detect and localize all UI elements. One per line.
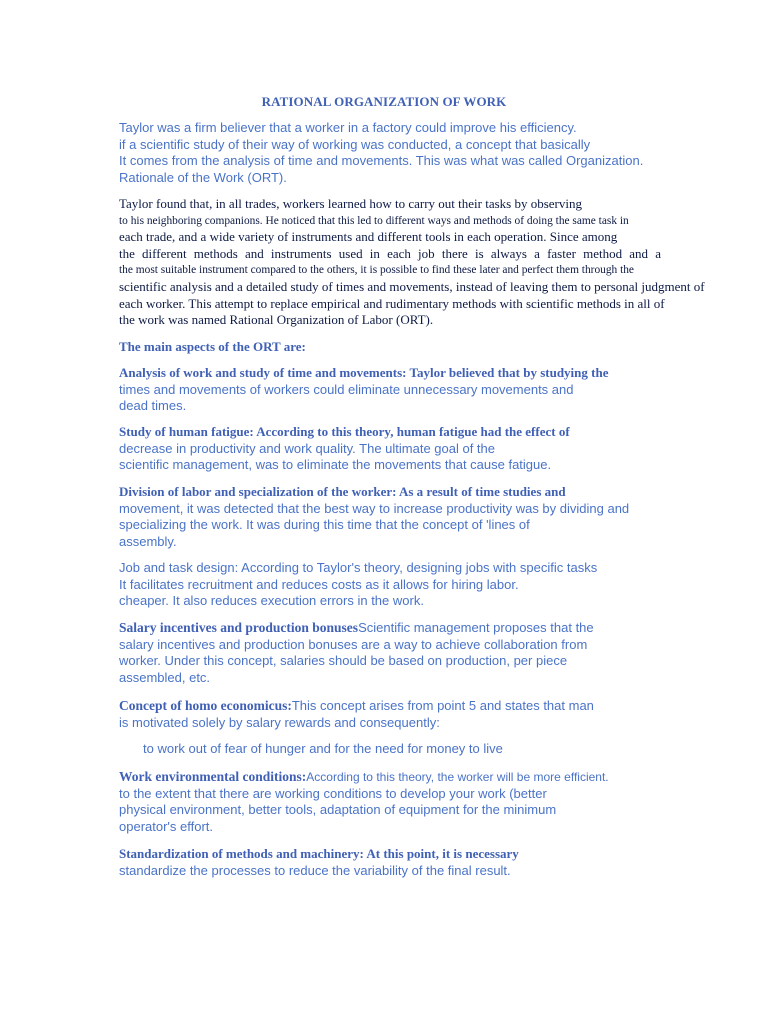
paragraph-line: the work was named Rational Organization of Labor (ORT). bbox=[119, 312, 434, 328]
section-heading-tail: According to this theory, the worker will be more efficient. bbox=[306, 770, 609, 784]
section-first-line bbox=[119, 698, 759, 715]
section-line: worker. Under this concept, salaries should be based on production, per piece bbox=[119, 653, 568, 669]
section-work-environment bbox=[119, 769, 759, 835]
section-line: decrease in productivity and work quality. The ultimate goal of the bbox=[119, 440, 496, 456]
paragraph-line: each trade, and a wide variety of instruments and different tools in each operation. Since among bbox=[119, 229, 618, 245]
section-line: assembly. bbox=[119, 533, 177, 549]
section-heading: Concept of homo economicus: bbox=[119, 698, 292, 713]
section-division-of-labor bbox=[119, 484, 759, 550]
section-heading-tail: This concept arises from point 5 and states that man bbox=[291, 698, 594, 713]
section-first-line bbox=[119, 769, 759, 786]
section-heading: Study of human fatigue: According to this theory, human fatigue had the effect of bbox=[119, 424, 570, 439]
section-line: movement, it was detected that the best way to increase productivity was by dividing and bbox=[119, 500, 630, 516]
section-job-design bbox=[119, 560, 759, 610]
section-line: dead times. bbox=[119, 398, 187, 414]
paragraph-line: scientific analysis and a detailed study of times and movements, instead of leaving them to personal judgment of bbox=[119, 278, 705, 294]
section-line: is motivated solely by salary rewards and consequently: bbox=[119, 714, 440, 730]
intro-paragraph bbox=[119, 120, 759, 186]
section-homo-economicus bbox=[119, 698, 759, 758]
paragraph-line: each worker. This attempt to replace empirical and rudimentary methods with scientific methods in all of bbox=[119, 295, 665, 311]
section-heading: Salary incentives and production bonuses bbox=[119, 620, 359, 635]
section-line: salary incentives and production bonuses are a way to achieve collaboration from bbox=[119, 636, 588, 652]
intro-line: Rationale of the Work (ORT). bbox=[119, 169, 287, 185]
section-line: standardize the processes to reduce the variability of the final result. bbox=[119, 862, 511, 878]
section-line: cheaper. It also reduces execution errors in the work. bbox=[119, 593, 424, 609]
section-line: to the extent that there are working conditions to develop your work (better bbox=[119, 785, 547, 801]
section-human-fatigue bbox=[119, 424, 759, 474]
section-line: physical environment, better tools, adaptation of equipment for the minimum bbox=[119, 802, 557, 818]
paragraph-line: the most suitable instrument compared to the others, it is possible to find these later and perfect them through the bbox=[119, 264, 634, 277]
section-line: assembled, etc. bbox=[119, 669, 211, 685]
section-line: scientific management, was to eliminate the movements that cause fatigue. bbox=[119, 457, 552, 473]
page-title: RATIONAL ORGANIZATION OF WORK bbox=[261, 94, 507, 109]
aspects-heading: The main aspects of the ORT are: bbox=[119, 339, 306, 354]
section-salary-incentives bbox=[119, 620, 759, 686]
section-line: times and movements of workers could eliminate unnecessary movements and bbox=[119, 381, 574, 397]
taylor-paragraph bbox=[119, 196, 759, 329]
section-heading: Standardization of methods and machinery: At this point, it is necessary bbox=[119, 846, 519, 861]
section-first-line bbox=[119, 620, 759, 637]
section-time-movements bbox=[119, 365, 759, 415]
section-heading-tail: Scientific management proposes that the bbox=[358, 620, 594, 635]
section-heading: Division of labor and specialization of the worker: As a result of time studies and bbox=[119, 484, 566, 499]
section-heading: Analysis of work and study of time and movements: Taylor believed that by studying the bbox=[119, 365, 609, 380]
section-heading: Work environmental conditions: bbox=[119, 769, 307, 784]
section-standardization bbox=[119, 846, 759, 879]
section-line: Job and task design: According to Taylor's theory, designing jobs with specific tasks bbox=[119, 560, 598, 575]
paragraph-line: Taylor found that, in all trades, workers learned how to carry out their tasks by observing bbox=[119, 196, 582, 211]
intro-line: if a scientific study of their way of working was conducted, a concept that basically bbox=[119, 136, 591, 152]
indented-line: to work out of fear of hunger and for the need for money to live bbox=[143, 741, 503, 757]
intro-line: It comes from the analysis of time and movements. This was what was called Organization. bbox=[119, 153, 644, 169]
intro-line: Taylor was a firm believer that a worker in a factory could improve his efficiency. bbox=[119, 120, 577, 135]
section-line: operator's effort. bbox=[119, 818, 214, 834]
paragraph-line: the different methods and instruments used in each job there is always a faster method and a bbox=[119, 245, 661, 261]
paragraph-line: to his neighboring companions. He noticed that this led to different ways and methods of doing the same task in bbox=[119, 214, 629, 227]
section-line: specializing the work. It was during this time that the concept of 'lines of bbox=[119, 517, 530, 533]
section-line: It facilitates recruitment and reduces costs as it allows for hiring labor. bbox=[119, 576, 519, 592]
